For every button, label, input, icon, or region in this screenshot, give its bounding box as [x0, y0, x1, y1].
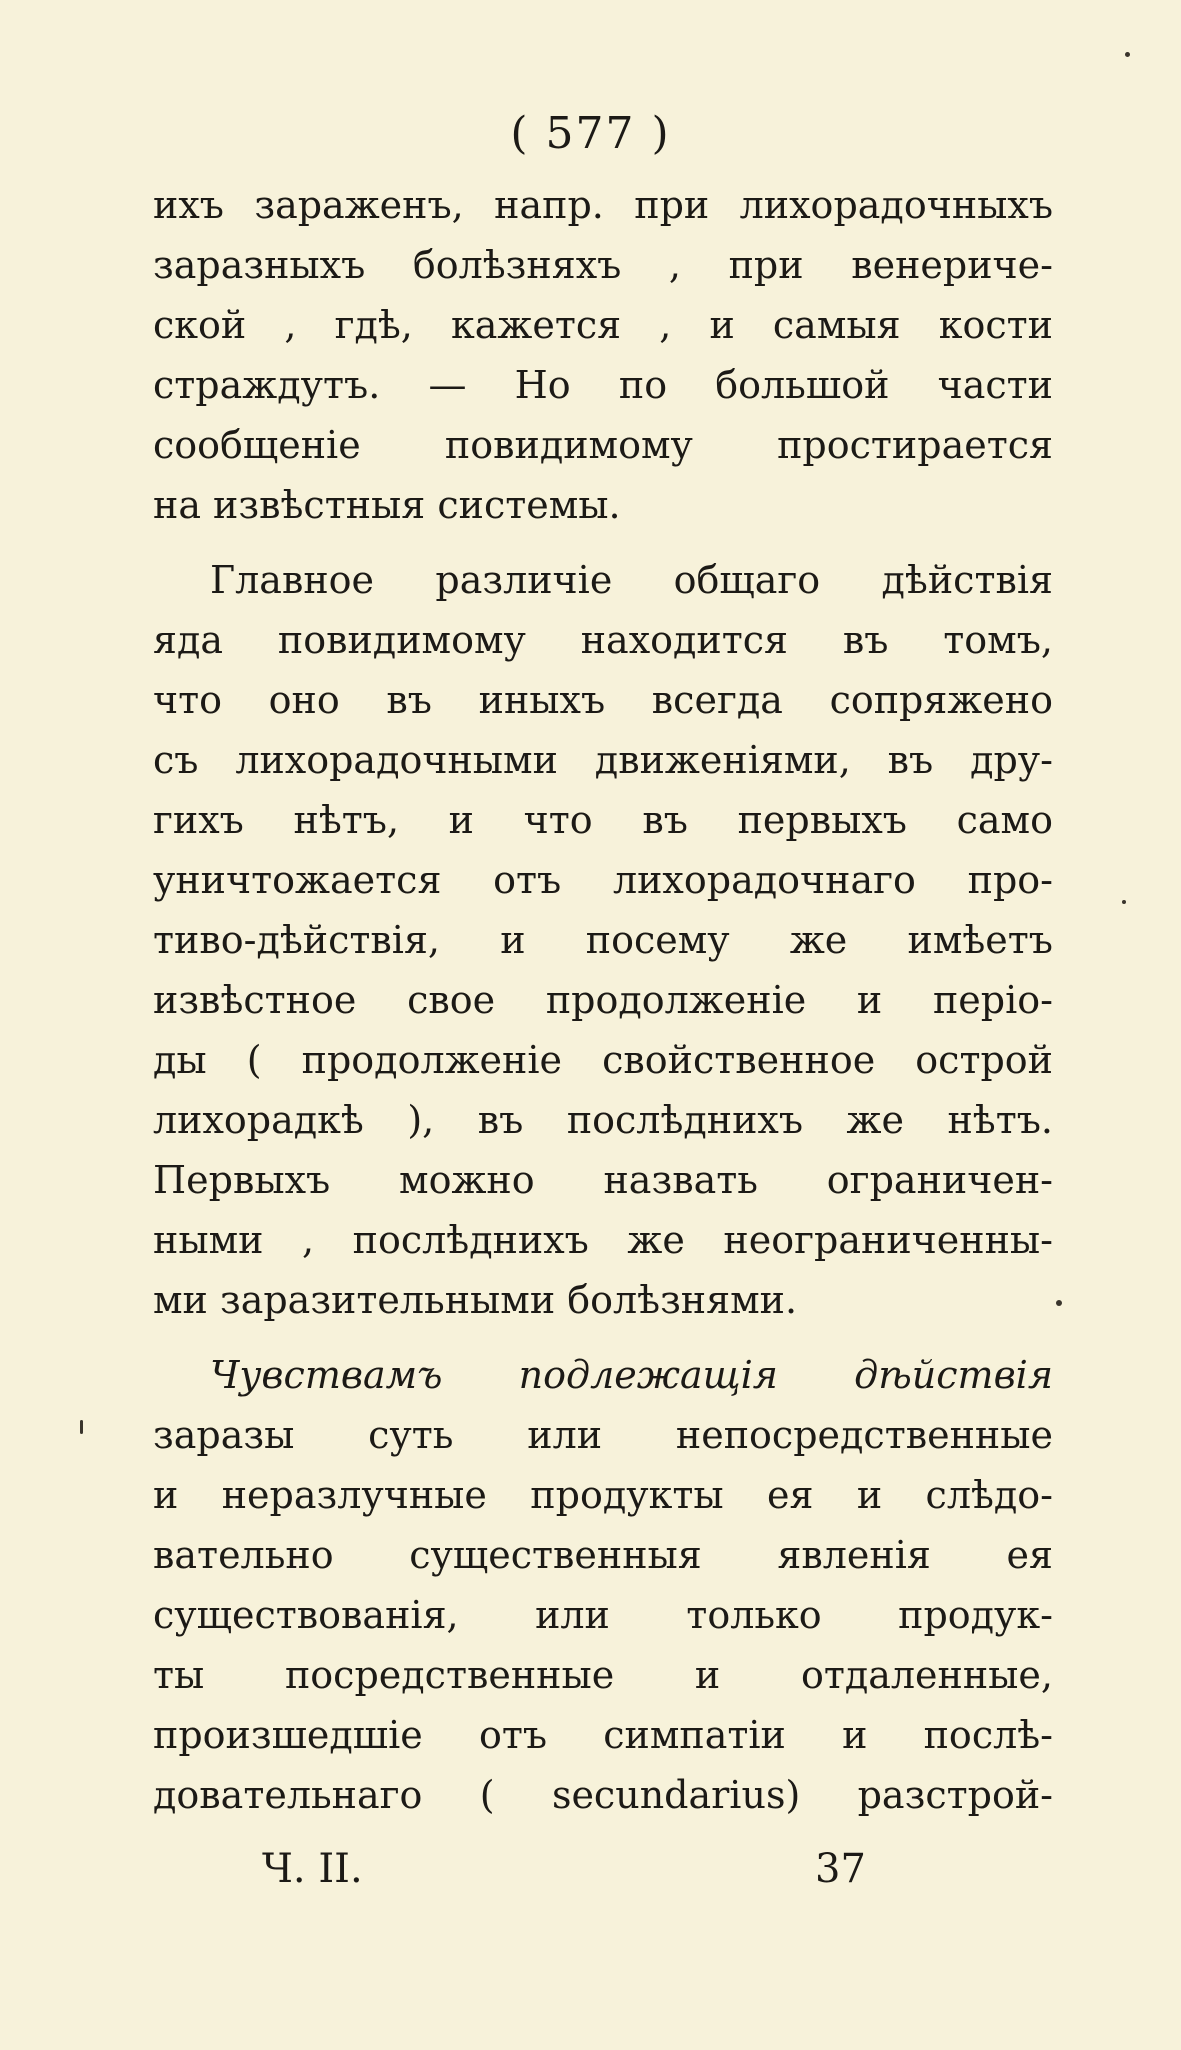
text-line: ды ( продолженiе свойственное острой: [153, 1038, 1053, 1082]
italic-lead-line: Чувствамъ подлежащiя дѣйствiя: [210, 1353, 1053, 1397]
text-line: ми заразительными болѣзнями.: [153, 1278, 798, 1322]
text-line: сообщенiе повидимому простирается: [153, 423, 1053, 467]
text-line: Первыхъ можно назвать ограничен-: [153, 1158, 1053, 1202]
ink-speck: [1125, 52, 1130, 57]
text-line: лихорадкѣ ), въ послѣднихъ же нѣтъ.: [153, 1098, 1053, 1142]
text-line: заразныхъ болѣзняхъ , при венериче-: [153, 243, 1053, 287]
text-line: ской , гдѣ, кажется , и самыя кости: [153, 303, 1053, 347]
text-line: ихъ зараженъ, напр. при лихорадочныхъ: [153, 183, 1053, 227]
text-line: тиво-дѣйствiя, и посему же имѣетъ: [153, 918, 1053, 962]
text-line: заразы суть или непосредственные: [153, 1413, 1053, 1457]
text-line: ными , послѣднихъ же неограниченны-: [153, 1218, 1053, 1262]
ink-speck: [1122, 900, 1126, 904]
sheet-number: 37: [815, 1846, 866, 1892]
ink-speck: [1056, 1300, 1062, 1306]
ink-speck: [80, 1420, 83, 1434]
paragraph-first-line: Главное различiе общаго дѣйствiя: [210, 558, 1053, 602]
text-line: на извѣстныя системы.: [153, 483, 621, 527]
text-line: извѣстное свое продолженiе и перiо-: [153, 978, 1053, 1022]
text-line: довательнаго ( secundarius) разстрой-: [153, 1773, 1053, 1817]
text-line: что оно въ иныхъ всегда сопряжено: [153, 678, 1053, 722]
text-line: произшедшiе отъ симпатiи и послѣ-: [153, 1713, 1053, 1757]
text-line: ты посредственные и отдаленные,: [153, 1653, 1053, 1697]
text-line: и неразлучные продукты ея и слѣдо-: [153, 1473, 1053, 1517]
text-line: гихъ нѣтъ, и что въ первыхъ само: [153, 798, 1053, 842]
text-line: вательно существенныя явленiя ея: [153, 1533, 1053, 1577]
text-line: яда повидимому находится въ томъ,: [153, 618, 1053, 662]
text-line: съ лихорадочными движенiями, въ дру-: [153, 738, 1053, 782]
signature-mark: Ч. II.: [262, 1846, 363, 1892]
text-line: уничтожается отъ лихорадочнаго про-: [153, 858, 1053, 902]
text-line: существованiя, или только продук-: [153, 1593, 1053, 1637]
text-line: страждутъ. — Но по большой части: [153, 363, 1053, 407]
page-number: ( 577 ): [510, 108, 671, 159]
